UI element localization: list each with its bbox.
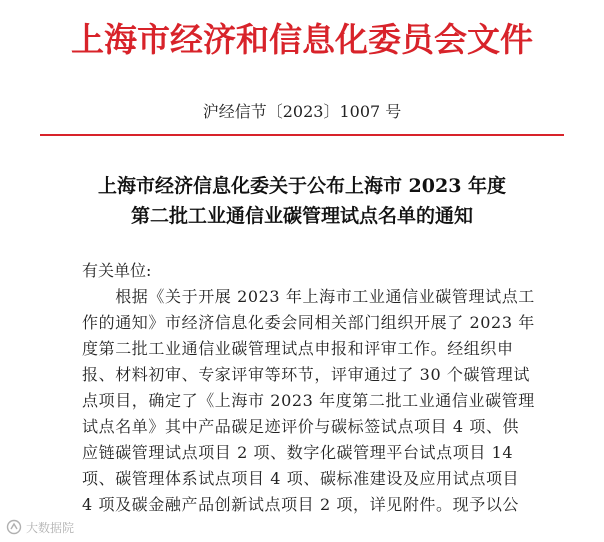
- body-paragraph-line: 度第二批工业通信业碳管理试点申报和评审工作。经组织申: [82, 339, 514, 358]
- watermark: [6, 516, 74, 538]
- red-divider-line: [40, 134, 564, 136]
- body-paragraph-line: 4 项及碳金融产品创新试点项目 2 项，详见附件。现予以公: [82, 495, 520, 514]
- body-paragraph-line: 应链碳管理试点项目 2 项、数字化碳管理平台试点项目 14: [82, 443, 514, 462]
- body-paragraph-line: 点项目，确定了《上海市 2023 年度第二批工业通信业碳管理: [82, 391, 535, 410]
- body-paragraph-line: 试点名单》其中产品碳足迹评价与碳标签试点项目 4 项、供: [82, 417, 520, 436]
- body-paragraph-line: 项、碳管理体系试点项目 4 项、碳标准建设及应用试点项目: [82, 469, 520, 488]
- watermark-logo-icon: [6, 519, 22, 535]
- body-paragraph-line: 根据《关于开展 2023 年上海市工业通信业碳管理试点工: [82, 287, 535, 306]
- body-paragraph-line: 报、材料初审、专家评审等环节，评审通过了 30 个碳管理试: [82, 365, 530, 384]
- document-number: 沪经信节〔2023〕1007 号: [202, 102, 402, 121]
- watermark-text: 大数据院: [26, 520, 75, 535]
- agency-header-title: 上海市经济和信息化委员会文件: [71, 20, 533, 59]
- notice-title-line-2: 第二批工业通信业碳管理试点名单的通知: [130, 205, 473, 227]
- notice-title-line-1: 上海市经济信息化委关于公布上海市 2023 年度: [97, 175, 507, 197]
- addressee: 有关单位:: [82, 261, 152, 280]
- body-paragraph-line: 作的通知》市经济信息化委会同相关部门组织开展了 2023 年: [82, 313, 535, 332]
